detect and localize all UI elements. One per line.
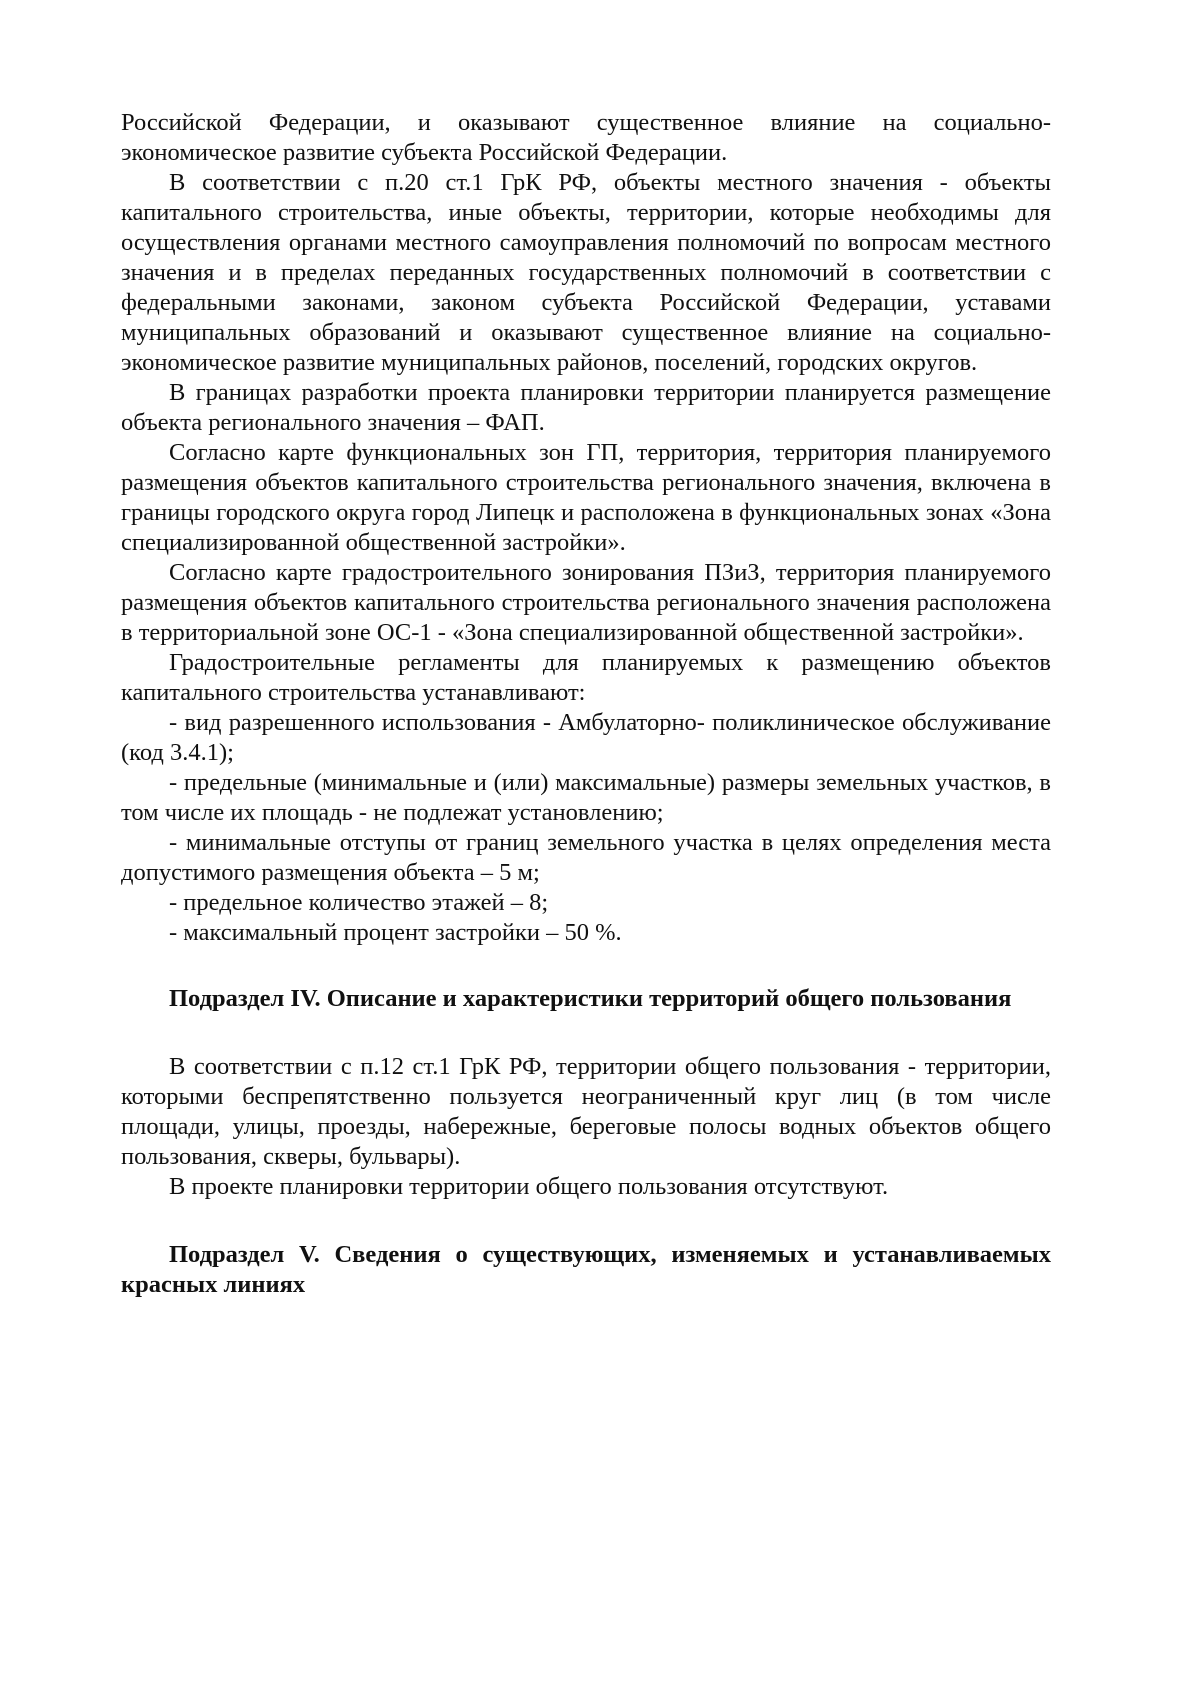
document-page [121,108,1051,1300]
paragraph-public-territories-definition: В соответствии с п.12 ст.1 ГрК РФ, территории общего пользования - территории, которыми беспрепятственно пользуется неограниченный круг лиц (в том числе площади, улицы, проезды, набережные, береговые полосы водных объектов общего пользования, скверы, бульвары). [121,1053,1051,1170]
list-item-plot-sizes: - предельные (минимальные и (или) максимальные) размеры земельных участков, в том числе их площадь - не подлежат установлению; [121,769,1051,826]
paragraph-project-boundaries: В границах разработки проекта планировки территории планируется размещение объекта регионального значения – ФАП. [121,379,1051,436]
paragraph-public-territories-absent: В проекте планировки территории общего пользования отсутствуют. [169,1173,889,1200]
paragraph-zoning-map: Согласно карте градостроительного зонирования ПЗиЗ, территория планируемого размещения объектов капитального строительства регионального значения расположена в территориальной зоне ОС-1 - «Зона специализированной общественной застройки». [121,559,1051,646]
list-item-max-floors: - предельное количество этажей – 8; [169,889,549,916]
section-heading-iv: Подраздел IV. Описание и характеристики территорий общего пользования [169,985,1012,1012]
section-heading-v: Подраздел V. Сведения о существующих, изменяемых и устанавливаемых красных линиях [121,1241,1051,1298]
paragraph-functional-zones: Согласно карте функциональных зон ГП, территория, территория планируемого размещения объектов капитального строительства регионального значения, включена в границы городского округа город Липецк и расположена в функциональных зонах «Зона специализированной общественной застройки». [121,439,1051,556]
list-item-permitted-use: - вид разрешенного использования - Амбулаторно- поликлиническое обслуживание (код 3.4.1); [121,709,1051,766]
spacer [121,948,1051,984]
paragraph-local-objects: В соответствии с п.20 ст.1 ГрК РФ, объекты местного значения - объекты капитального строительства, иные объекты, территории, которые необходимы для осуществления органами местного самоуправления полномочий по вопросам местного значения и в пределах переданных государственных полномочий в соответствии с федеральными законами, законом субъекта Российской Федерации, уставами муниципальных образований и оказывают существенное влияние на социально-экономическое развитие муниципальных районов, поселений, городских округов. [121,169,1051,376]
list-item-min-setbacks: - минимальные отступы от границ земельного участка в целях определения места допустимого размещения объекта – 5 м; [121,829,1051,886]
spacer [121,1202,1051,1240]
list-item-max-coverage: - максимальный процент застройки – 50 %. [169,919,622,946]
paragraph-continued: Российской Федерации, и оказывают существенное влияние на социально-экономическое развитие субъекта Российской Федерации. [121,109,1051,166]
spacer [121,1014,1051,1052]
paragraph-regulations: Градостроительные регламенты для планируемых к размещению объектов капитального строительства устанавливают: [121,649,1051,706]
